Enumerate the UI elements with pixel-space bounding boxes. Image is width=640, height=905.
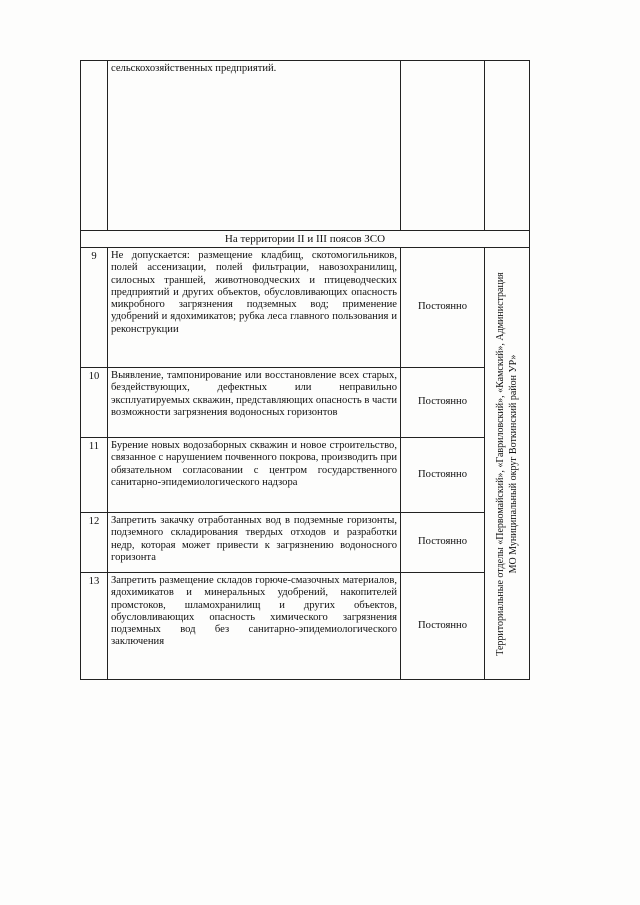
- row-term: Постоянно: [417, 396, 467, 408]
- row-text: Запретить закачку отработанных вод в подземные горизонты, подземного складирования твердых отходов и разработки недр, которая может привести к загрязнению водоносного горизонта: [111, 515, 397, 563]
- row-number: 13: [88, 576, 100, 587]
- row-term: Постоянно: [417, 301, 467, 313]
- responsible-text: [494, 272, 520, 656]
- row-term: Постоянно: [417, 468, 467, 480]
- responsible-cell: [485, 248, 529, 679]
- row-number: 12: [88, 516, 100, 527]
- responsible-line-1: Территориальные отделы «Первомайский», «Гавриловский», «Камский», Администрация: [495, 271, 507, 656]
- row-number: 10: [88, 371, 100, 382]
- responsible-line-2: МО Муниципальный округ Воткинский район УР»: [508, 354, 520, 573]
- row-text: Не допускается: размещение кладбищ, скотомогильников, полей ассенизации, полей фильтрации, навозохранилищ, силосных траншей, животноводческих и птицеводческих предприятий и других объектов, обусловливающих опасность микробного загрязнения подземных вод; применение удобрений и ядохимикатов; рубка леса главного пользования и реконструкции: [111, 250, 397, 335]
- section-header: На территории II и III поясов ЗСО: [224, 233, 386, 245]
- table-border-top: [80, 60, 530, 61]
- row-number: 9: [91, 251, 97, 262]
- measures-table: [80, 60, 530, 680]
- row-number: 11: [88, 441, 100, 452]
- col-divider-responsible: [484, 60, 485, 230]
- row-text: Запретить размещение складов горюче-смазочных материалов, ядохимикатов и минеральных удобрений, накопителей промстоков, шламохранилищ и других объектов, обусловливающих опасность химического загрязнения подземных вод без санитарно-эпидемиологического заключения: [111, 575, 397, 648]
- row-term: Постоянно: [417, 619, 467, 631]
- row-term: Постоянно: [417, 536, 467, 548]
- table-border-right: [529, 60, 530, 680]
- table-border-bottom: [80, 679, 530, 680]
- top-row-text: сельскохозяйственных предприятий.: [111, 63, 277, 74]
- col-divider-term: [400, 60, 401, 230]
- col-divider-number: [107, 247, 108, 680]
- col-divider-number: [107, 60, 108, 230]
- row-text: Бурение новых водозаборных скважин и новое строительство, связанное с нарушением почвенного покрова, производить при обязательном согласовании с центром государственного санитарно-эпидемиологического надзора: [111, 440, 397, 488]
- row-text: Выявление, тампонирование или восстановление всех старых, бездействующих, дефектных или неправильно эксплуатируемых скважин, представляющих опасность в части возможности загрязнения водоносных горизонтов: [111, 370, 398, 418]
